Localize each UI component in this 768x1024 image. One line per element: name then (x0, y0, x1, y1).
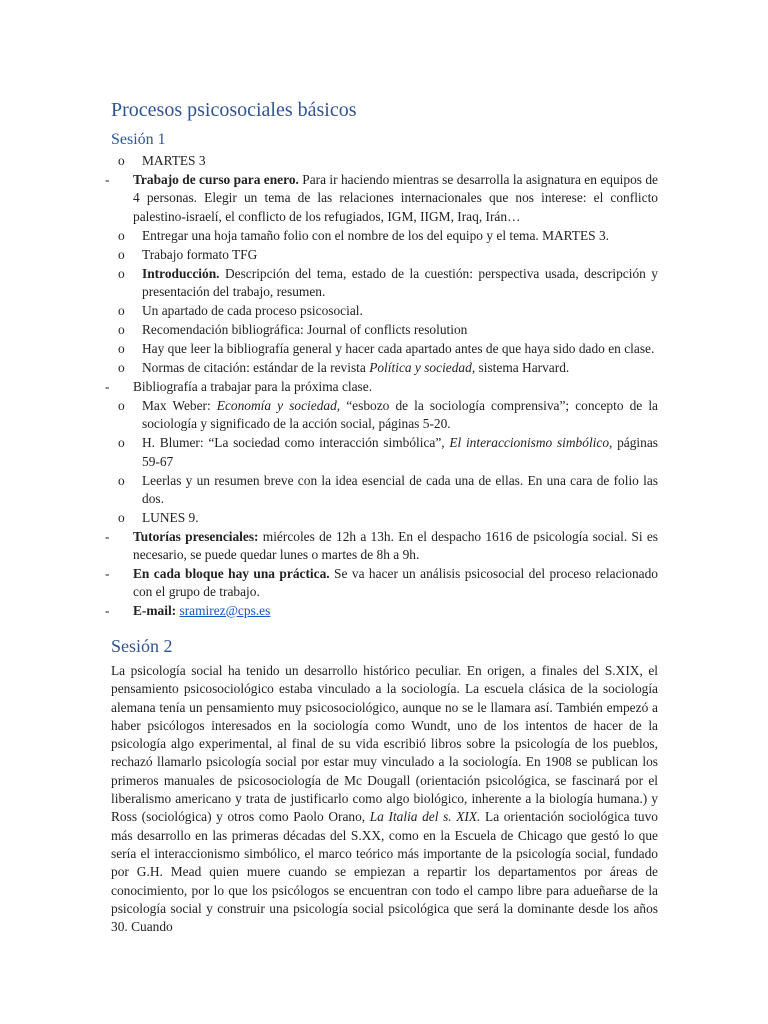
list-item-text: LUNES 9. (142, 510, 199, 525)
circle-bullet-icon: o (118, 341, 125, 356)
session-2-heading: Sesión 2 (111, 636, 173, 656)
list-item-text: Normas de citación: estándar de la revista (142, 360, 370, 375)
list-item-text: , sistema Harvard. (471, 360, 570, 375)
list-item (105, 171, 658, 227)
circle-bullet-icon: o (118, 322, 125, 337)
list-item (111, 321, 658, 340)
session-2-paragraph (111, 662, 658, 936)
list-item (105, 378, 658, 397)
list-item (111, 340, 658, 359)
list-item (111, 359, 658, 378)
circle-bullet-icon: o (118, 246, 125, 262)
list-item-bold: En cada bloque hay una práctica. (133, 565, 330, 581)
list-item-text: Max Weber: (142, 397, 217, 413)
circle-bullet-icon: o (118, 472, 125, 488)
dash-bullet-icon: - (105, 528, 110, 544)
list-item-text: Un apartado de cada proceso psicosocial. (142, 303, 363, 318)
book-title: Economía y sociedad, (216, 397, 341, 413)
list-item (111, 302, 658, 321)
dash-bullet-icon: - (105, 378, 110, 394)
list-item-text: Trabajo formato TFG (142, 246, 258, 262)
list-item-text: Se va hacer un análisis psicosocial del proceso relacionado con el grupo de trabajo. (133, 565, 658, 599)
session-1-heading: Sesión 1 (111, 131, 166, 148)
paragraph-text: La orientación sociológica tuvo más desarrollo en las primeras décadas del S.XX, como en la Escuela de Chicago que gestó lo que sería el interaccionismo simbólico, el marco teórico más importante de la psicología social, fundado por G.H. Mead quien muere cuando se empiezan a repartir los departamentos por áreas de conocimiento, por lo que los psicólogos se encuentran con todo el campo libre para adueñarse de la psicología social y construir una psicología social psicológica que será la dominante desde los años 30. Cuando (111, 809, 658, 935)
list-item-text: Entregar una hoja tamaño folio con el nombre de los del equipo y el tema. MARTES 3. (142, 227, 610, 243)
list-item-text: Bibliografía a trabajar para la próxima clase. (133, 378, 373, 394)
list-item-text: Descripción del tema, estado de la cuestión: perspectiva usada, descripción y presentación del trabajo, resumen. (142, 265, 658, 299)
list-item (105, 528, 659, 565)
email-link[interactable]: sramirez@cps.es (179, 602, 271, 618)
circle-bullet-icon: o (118, 510, 125, 525)
list-item (111, 472, 658, 509)
list-item-bold: Introducción. (142, 265, 220, 281)
list-item (111, 246, 658, 265)
session-1-list (105, 152, 659, 620)
list-item (111, 397, 658, 434)
list-item (111, 509, 658, 528)
list-item (111, 227, 658, 246)
list-item-text: “esbozo de la sociología comprensiva”; concepto de la sociología y significado de la acción social, páginas 5-20. (142, 397, 658, 431)
list-item (111, 152, 658, 171)
circle-bullet-icon: o (118, 227, 125, 243)
dash-bullet-icon: - (105, 171, 110, 187)
dash-bullet-icon: - (105, 602, 110, 618)
book-title: La Italia del s. XIX. (369, 809, 481, 825)
list-item-bold: Tutorías presenciales: (133, 528, 259, 544)
list-item-text: Hay que leer la bibliografía general y hacer cada apartado antes de que haya sido dado en clase. (142, 341, 655, 356)
paragraph-text: La psicología social ha tenido un desarrollo histórico peculiar. En origen, a finales del S.XIX, el pensamiento psicosociológico estaba vinculado a la sociología. La escuela clásica de la sociología alemana tenía un pensamiento muy psicosociológico, aunque no se le llamara así. También empezó a haber psicólogos interesados en la sociología como Wundt, uno de los intentos de hacer de la psicología algo experimental, al final de su vida escribió libros sobre la psicología de los pueblos, rechazó llamarlo psicología social por estar muy vinculado a la sociología. En 1908 se publican los primeros manuales de psicosociología de Mc Dougall (orientación psicológica, se fascinará por el liberalismo americano y trata de justificarlo como algo biológico, inherente a la biología humana.) y Ross (sociológica) y otros como Paolo Orano, (111, 663, 658, 825)
document-title: Procesos psicosociales básicos (111, 99, 357, 121)
list-item (111, 265, 658, 302)
list-item-text: , páginas 59-67 (142, 435, 658, 469)
list-item-text: miércoles de 12h a 13h. En el despacho 1616 de psicología social. Si es necesario, se puede quedar lunes o martes de 8h a 9h. (133, 528, 659, 562)
list-item-text: H. Blumer: “La sociedad como interacción simbólica”, (142, 435, 450, 450)
dash-bullet-icon: - (105, 565, 110, 581)
list-item-text: MARTES 3 (142, 153, 206, 168)
list-item-text: Para ir haciendo mientras se desarrolla la asignatura en equipos de 4 personas. Elegir un tema de las relaciones internacionales que nos interese: el conflicto palestino-israelí, el conflicto de los refugiados, IGM, IIGM, Iraq, Irán… (133, 171, 658, 224)
book-title: El interaccionismo simbólico (449, 435, 610, 450)
list-item-text: Recomendación bibliográfica: Journal of conflicts resolution (142, 322, 468, 337)
list-item-bold: Trabajo de curso para enero. (133, 171, 299, 187)
circle-bullet-icon: o (118, 397, 125, 413)
circle-bullet-icon: o (118, 265, 125, 281)
circle-bullet-icon: o (118, 435, 125, 450)
journal-title: Política y sociedad (369, 360, 472, 375)
document-page (105, 96, 659, 936)
list-item-text: Leerlas y un resumen breve con la idea esencial de cada una de ellas. En una cara de folio las dos. (142, 472, 658, 506)
email-label: E-mail: (133, 602, 177, 618)
list-item (105, 602, 658, 621)
list-item (111, 434, 658, 471)
circle-bullet-icon: o (118, 360, 125, 375)
circle-bullet-icon: o (118, 303, 125, 318)
list-item (105, 565, 658, 602)
circle-bullet-icon: o (118, 153, 125, 168)
